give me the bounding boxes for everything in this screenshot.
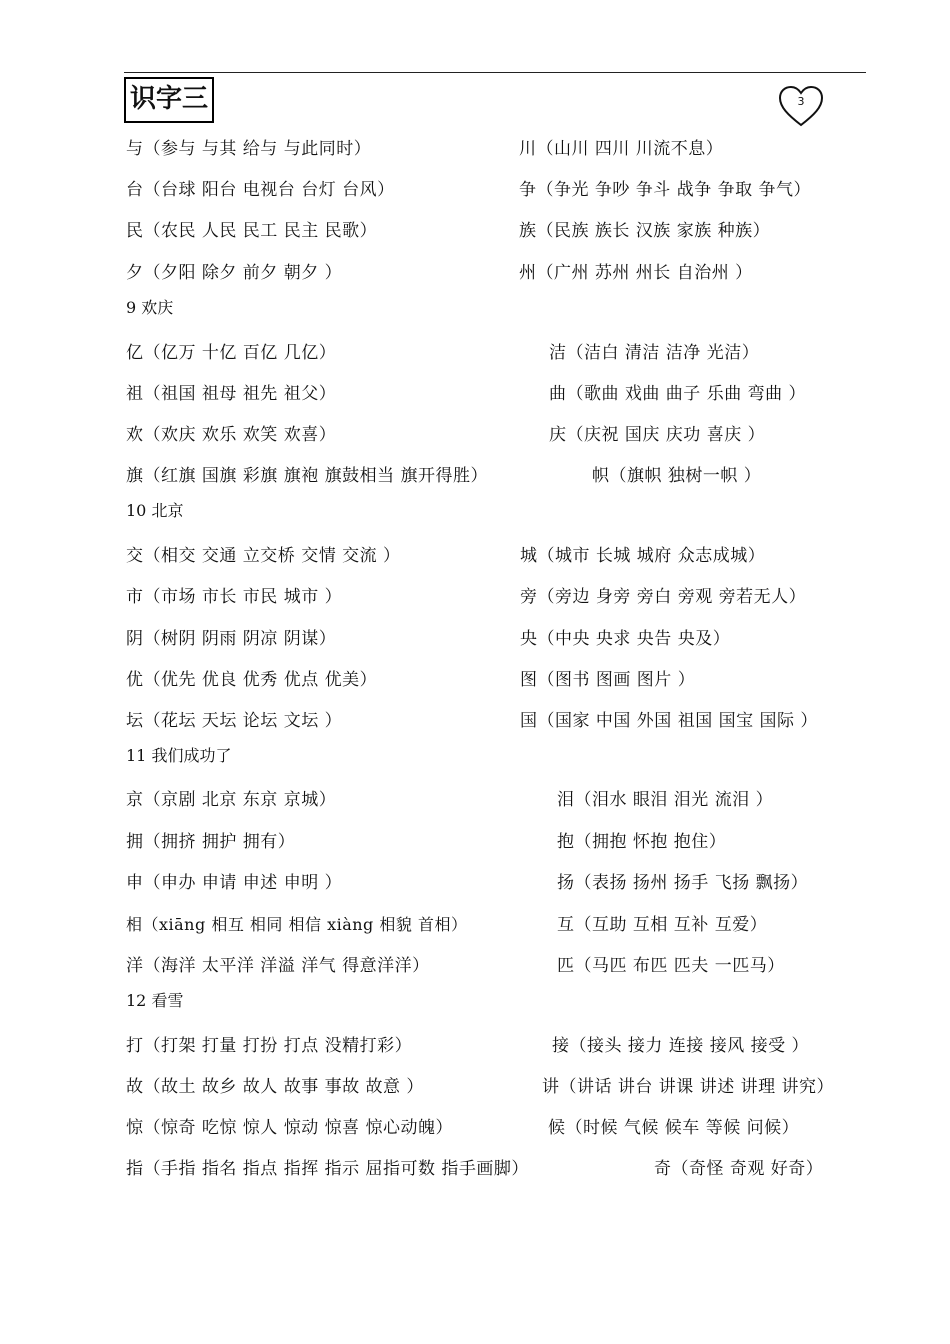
entry-left: 惊（惊奇 吃惊 惊人 惊动 惊喜 惊心动魄） bbox=[126, 1118, 454, 1138]
entry-left: 交（相交 交通 立交桥 交情 交流 ） bbox=[126, 546, 401, 566]
entry-right: 州（广州 苏州 州长 自治州 ） bbox=[519, 263, 753, 283]
entry-right: 帜（旗帜 独树一帜 ） bbox=[592, 466, 762, 486]
entry-right: 庆（庆祝 国庆 庆功 喜庆 ） bbox=[549, 425, 766, 445]
entry-right: 曲（歌曲 戏曲 曲子 乐曲 弯曲 ） bbox=[549, 384, 807, 404]
entry-right: 国（国家 中国 外国 祖国 国宝 国际 ） bbox=[520, 711, 818, 731]
entry-left: 亿（亿万 十亿 百亿 几亿） bbox=[126, 343, 337, 363]
page-title: 识字三 bbox=[124, 77, 214, 123]
entry-left: 打（打架 打量 打扮 打点 没精打彩） bbox=[126, 1036, 413, 1056]
entry-right: 互（互助 互相 互补 互爱） bbox=[557, 915, 768, 935]
entry-left: 优（优先 优良 优秀 优点 优美） bbox=[126, 670, 378, 690]
entry-left: 阴（树阴 阴雨 阴凉 阴谋） bbox=[126, 629, 337, 649]
entry-right: 匹（马匹 布匹 匹夫 一匹马） bbox=[557, 956, 785, 976]
lesson-heading: 12 看雪 bbox=[126, 991, 184, 1010]
entry-right: 央（中央 央求 央告 央及） bbox=[520, 629, 731, 649]
entry-left: 指（手指 指名 指点 指挥 指示 屈指可数 指手画脚） bbox=[126, 1159, 529, 1179]
entry-right: 城（城市 长城 城府 众志成城） bbox=[520, 546, 766, 566]
entry-right: 川（山川 四川 川流不息） bbox=[519, 139, 724, 159]
lesson-heading: 9 欢庆 bbox=[126, 298, 174, 317]
entry-left: 旗（红旗 国旗 彩旗 旗袍 旗鼓相当 旗开得胜） bbox=[126, 466, 489, 486]
page-number: 3 bbox=[797, 95, 805, 108]
top-rule bbox=[124, 72, 866, 73]
entry-right: 图（图书 图画 图片 ） bbox=[520, 670, 696, 690]
entry-left: 台（台球 阳台 电视台 台灯 台风） bbox=[126, 180, 395, 200]
entry-left: 申（申办 申请 申述 申明 ） bbox=[126, 873, 343, 893]
entry-right: 族（民族 族长 汉族 家族 种族） bbox=[519, 221, 771, 241]
entry-left: 祖（祖国 祖母 祖先 祖父） bbox=[126, 384, 337, 404]
lesson-heading: 10 北京 bbox=[126, 501, 184, 520]
entry-left: 与（参与 与其 给与 与此同时） bbox=[126, 139, 372, 159]
entry-right: 候（时候 气候 候车 等候 问候） bbox=[548, 1118, 800, 1138]
entry-left: 夕（夕阳 除夕 前夕 朝夕 ） bbox=[126, 263, 343, 283]
entry-right: 旁（旁边 身旁 旁白 旁观 旁若无人） bbox=[520, 587, 807, 607]
entry-left: 民（农民 人民 民工 民主 民歌） bbox=[126, 221, 378, 241]
entry-right: 奇（奇怪 奇观 好奇） bbox=[654, 1159, 824, 1179]
entry-right: 讲（讲话 讲台 讲课 讲述 讲理 讲究） bbox=[542, 1077, 835, 1097]
entry-left: 相（xiāng 相互 相同 相信 xiàng 相貌 首相） bbox=[126, 915, 468, 934]
entry-left: 故（故土 故乡 故人 故事 事故 故意 ） bbox=[126, 1077, 424, 1097]
entry-right: 洁（洁白 清洁 洁净 光洁） bbox=[549, 343, 760, 363]
entry-right: 抱（拥抱 怀抱 抱住） bbox=[557, 832, 727, 852]
entry-right: 扬（表扬 扬州 扬手 飞扬 飘扬） bbox=[557, 873, 809, 893]
entry-right: 争（争光 争吵 争斗 战争 争取 争气） bbox=[519, 180, 812, 200]
entry-left: 欢（欢庆 欢乐 欢笑 欢喜） bbox=[126, 425, 337, 445]
entry-right: 接（接头 接力 连接 接风 接受 ） bbox=[552, 1036, 810, 1056]
entry-left: 洋（海洋 太平洋 洋溢 洋气 得意洋洋） bbox=[126, 956, 430, 976]
entry-left: 市（市场 市长 市民 城市 ） bbox=[126, 587, 343, 607]
entry-left: 京（京剧 北京 东京 京城） bbox=[126, 790, 337, 810]
lesson-heading: 11 我们成功了 bbox=[126, 746, 232, 765]
entry-right: 泪（泪水 眼泪 泪光 流泪 ） bbox=[557, 790, 774, 810]
entry-left: 坛（花坛 天坛 论坛 文坛 ） bbox=[126, 711, 343, 731]
entry-left: 拥（拥挤 拥护 拥有） bbox=[126, 832, 296, 852]
